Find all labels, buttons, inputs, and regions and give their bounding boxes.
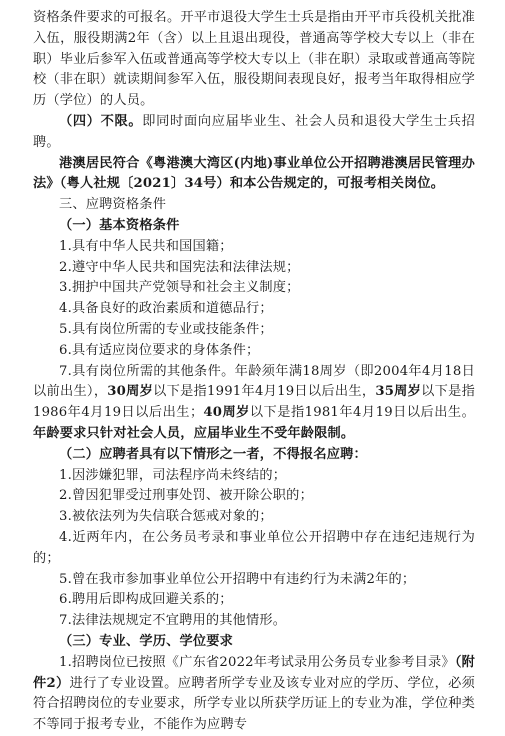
paragraph-unlimited xyxy=(33,112,475,154)
age-text-e: 以下是指1986年4月19日以后出生； xyxy=(33,384,475,421)
age-text-g: 以下是指1981年4月19日以后出生。 xyxy=(249,405,476,421)
unlimited-text: 即同时面向应届毕业生、社会人员和退役大学生士兵招聘。 xyxy=(33,113,475,150)
age-35: 35周岁 xyxy=(375,384,422,400)
attachment-2-ref: （附件2） xyxy=(33,654,475,691)
section-heading-qualifications: 三、应聘资格条件 xyxy=(59,197,167,213)
list-item-basic-7-age xyxy=(33,362,475,445)
age-text-a: 7.具有岗位所需的其他条件。年龄须年满18周岁（即2004年4月18日以前出生）， xyxy=(33,363,475,400)
list-item-basic-5: 5.具有岗位所需的专业或技能条件； xyxy=(59,321,273,337)
list-item-exclusion-5: 5.曾在我市参加事业单位公开招聘中有违约行为未满2年的； xyxy=(59,571,416,587)
list-item-basic-2: 2.遵守中华人民共和国宪法和法律法规； xyxy=(59,259,300,275)
list-item-exclusion-7: 7.法律法规规定不宜聘用的其他情形。 xyxy=(59,613,287,629)
list-item-basic-3: 3.拥护中国共产党领导和社会主义制度； xyxy=(59,280,300,296)
unlimited-heading: （四）不限。 xyxy=(59,113,143,129)
list-item-exclusion-4: 4.近两年内，在公务员考录和事业单位公开招聘中存在违纪违规行为的； xyxy=(33,529,475,566)
list-item-major-1 xyxy=(33,653,475,736)
age-30: 30周岁 xyxy=(107,384,154,400)
major-text-a: 1.招聘岗位已按照《广东省2022年考试录用公务员专业参考目录》 xyxy=(59,654,455,670)
age-text-c: 以下是指1991年4月19日以后出生， xyxy=(153,384,376,400)
subsection-heading-basic: （一）基本资格条件 xyxy=(59,217,180,233)
list-item-exclusion-1: 1.因涉嫌犯罪，司法程序尚未终结的； xyxy=(59,467,287,483)
paragraph-retired-soldier-definition: 资格条件要求的可报名。开平市退役大学生士兵是指由开平市兵役机关批准入伍，服役期满2年（含）以上且退出现役，普通高等学校大专以上（非在职）毕业后参军入伍或普通高等学校大专以上（非在职）录取或普通高等院校（非在职）就读期间参军入伍，服役期间表现良好，报考当年取得相应学历（学位）的人员。 xyxy=(33,10,475,109)
list-item-exclusion-3: 3.被依法列为失信联合惩戒对象的； xyxy=(59,509,273,525)
paragraph-hk-macao-residents: 港澳居民符合《粤港澳大湾区(内地)事业单位公开招聘港澳居民管理办法》（粤人社规〔2021〕34号）和本公告规定的，可报考相关岗位。 xyxy=(33,155,475,192)
list-item-basic-1: 1.具有中华人民共和国国籍； xyxy=(59,238,233,254)
list-item-exclusion-2: 2.曾因犯罪受过刑事处罚、被开除公职的； xyxy=(59,488,313,504)
major-text-c: 进行了专业设置。应聘者所学专业及该专业对应的学历、学位，必须符合招聘岗位的专业要求，所学专业以所获学历证上的专业为准，学位种类不等同于报考专业，不能作为应聘专 xyxy=(33,675,475,733)
list-item-basic-4: 4.具备良好的政治素质和道德品行； xyxy=(59,301,273,317)
subsection-heading-major: （三）专业、学历、学位要求 xyxy=(59,633,234,649)
list-item-basic-6: 6.具有适应岗位要求的身体条件； xyxy=(59,342,260,358)
age-40: 40周岁 xyxy=(203,405,250,421)
list-item-exclusion-6: 6.聘用后即构成回避关系的； xyxy=(59,592,233,608)
age-note: 年龄要求只针对社会人员，应届毕业生不受年龄限制。 xyxy=(33,425,355,441)
subsection-heading-exclusions: （二）应聘者具有以下情形之一者，不得报名应聘： xyxy=(59,446,367,462)
